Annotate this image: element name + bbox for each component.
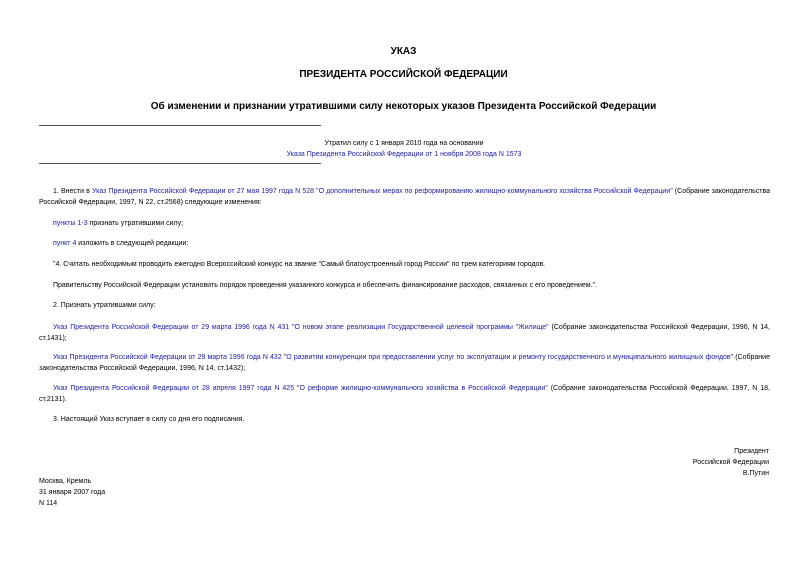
place-date: 31 января 2007 года	[39, 489, 106, 496]
paragraph-7-post: (Собрание законодательства Российской Федерации, 1996, N 14, ст.1431);	[39, 324, 770, 342]
decree-number: N 114	[39, 500, 58, 507]
signature-block	[569, 446, 769, 479]
paragraph-6: 2. Признать утратившими силу:	[53, 302, 156, 309]
paragraph-9-post: (Собрание законодательства Российской Федерации, 1997, N 18, ст.2131).	[39, 385, 770, 403]
points-1-3-link[interactable]: пункты 1-3	[53, 220, 88, 227]
paragraph-8	[39, 352, 770, 374]
paragraph-3-post: изложить в следующей редакции:	[76, 240, 189, 247]
paragraph-10: 3. Настоящий Указ вступает в силу со дня его подписания.	[53, 416, 245, 423]
point-4-link[interactable]: пункт 4	[53, 240, 77, 247]
divider-bottom	[39, 163, 321, 164]
paragraph-7	[39, 322, 770, 344]
decree-432-link[interactable]: Указ Президента Российской Федерации от 29 марта 1996 года N 432 "О развитии конкуренции при предоставлении услуг по эксплуатации и ремонту государственного и муниципального жилищных фондов"	[53, 354, 734, 361]
status-link[interactable]: Указа Президента Российской Федерации от 1 ноября 2008 года N 1573	[286, 151, 522, 158]
paragraph-2	[39, 218, 770, 229]
paragraph-4: "4. Считать необходимым проводить ежегодно Всероссийский конкурс на звание "Самый благоустроенный город России" по трем категориям городов.	[53, 261, 546, 268]
paragraph-5: Правительству Российской Федерации установить порядок проведения указанного конкурса и обеспечить финансирование расходов, связанных с его проведением.".	[53, 282, 597, 289]
signature-country: Российской Федерации	[692, 459, 769, 466]
signature-name: В.Путин	[742, 470, 769, 477]
decree-431-link[interactable]: Указ Президента Российской Федерации от 29 марта 1996 года N 431 "О новом этапе реализации Государственной целевой программы "Жилище"	[53, 324, 549, 331]
paragraph-3	[39, 238, 770, 249]
document-type-heading: УКАЗ	[390, 46, 417, 57]
status-note	[39, 138, 769, 160]
paragraph-8-post: (Собрание законодательства Российской Федерации, 1996, N 14, ст.1432);	[39, 354, 770, 372]
status-text: Утратил силу с 1 января 2010 года на основании	[324, 140, 484, 147]
place-city: Москва, Кремль	[39, 478, 92, 485]
paragraph-1-pre: 1. Внести в	[53, 188, 92, 195]
signature-title: Президент	[734, 448, 769, 455]
divider-top	[39, 125, 321, 126]
issuer-heading: ПРЕЗИДЕНТА РОССИЙСКОЙ ФЕДЕРАЦИИ	[299, 69, 508, 80]
paragraph-9	[39, 383, 770, 405]
decree-425-link[interactable]: Указ Президента Российской Федерации от 28 апреля 1997 года N 425 "О реформе жилищно-коммунального хозяйства в Российской Федерации"	[53, 385, 548, 392]
paragraph-1-post: (Собрание законодательства Российской Федерации, 1997, N 22, ст.2568) следующие изменения:	[39, 188, 770, 206]
paragraph-2-post: признать утратившими силу;	[87, 220, 184, 227]
paragraph-1	[39, 186, 770, 208]
document-subject-heading: Об изменении и признании утратившими силу некоторых указов Президента Российской Федерации	[150, 101, 657, 112]
decree-528-link[interactable]: Указ Президента Российской Федерации от 27 мая 1997 года N 528 "О дополнительных мерах по реформированию жилищно-коммунального хозяйства Российской Федерации"	[91, 188, 673, 195]
place-date-block	[39, 476, 105, 509]
